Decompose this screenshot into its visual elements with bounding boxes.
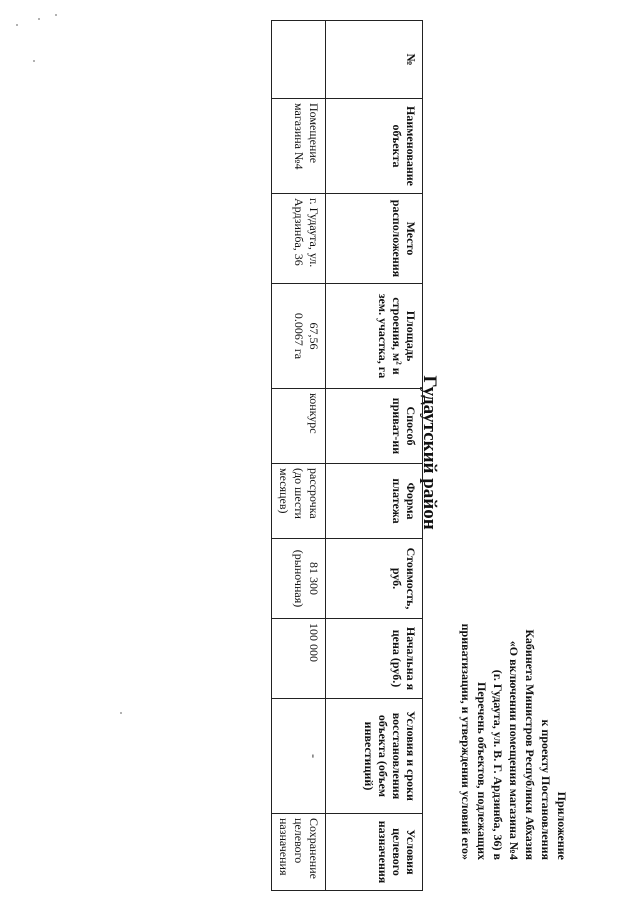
annex-block bbox=[458, 340, 570, 860]
cell-method: конкурс bbox=[272, 389, 326, 464]
cell-area-land: 0.0067 га bbox=[292, 312, 306, 360]
cell-area-building: 67,56 bbox=[307, 322, 321, 350]
header-purpose: Условия целевого назначения bbox=[326, 814, 423, 891]
cell-name: Помещение магазина №4 bbox=[272, 99, 326, 194]
cell-cost bbox=[272, 539, 326, 619]
table-header-row bbox=[326, 21, 423, 891]
header-num: № bbox=[326, 21, 423, 99]
cell-cost-note: (рыночная) bbox=[292, 549, 306, 608]
annex-line: «О включении помещения магазина №4 bbox=[507, 640, 521, 860]
header-price: Начальна я цена (руб.) bbox=[326, 619, 423, 699]
header-name: Наименование объекта bbox=[326, 99, 423, 194]
cell-purpose: Сохранение целевого назначения bbox=[272, 814, 326, 891]
header-location: Место расположения bbox=[326, 194, 423, 284]
cell-cost-value: 81 300 bbox=[307, 562, 321, 595]
annex-line: Перечень объектов, подлежащих bbox=[475, 681, 489, 860]
cell-location: г. Гудаута, ул. Ардзинба, 36 bbox=[272, 194, 326, 284]
cell-payment: рассрочка (до шести месяцев) bbox=[272, 464, 326, 539]
table-row bbox=[272, 21, 326, 891]
cell-area bbox=[272, 284, 326, 389]
annex-line: Приложение bbox=[555, 791, 569, 860]
cell-restoration: - bbox=[272, 699, 326, 814]
header-cost: Стоимость, руб. bbox=[326, 539, 423, 619]
header-area: Площадь строения, м² и зем. участка, га bbox=[326, 284, 423, 389]
cell-num bbox=[272, 21, 326, 99]
cell-price: 100 000 bbox=[272, 619, 326, 699]
header-restoration: Условия и сроки восстановления объекта (объем инвестиций) bbox=[326, 699, 423, 814]
annex-line: Кабинета Министров Республики Абхазия bbox=[523, 629, 537, 860]
header-method: Способ приват-ии bbox=[326, 389, 423, 464]
annex-line: приватизации, и утверждении условий его» bbox=[459, 623, 473, 860]
objects-table bbox=[271, 20, 423, 891]
annex-line: (г. Гудаута, ул. В. Г. Ардзинба, 36) в bbox=[491, 669, 505, 860]
header-payment: Форма платежа bbox=[326, 464, 423, 539]
annex-line: к проекту Постановления bbox=[539, 719, 553, 860]
district-heading: Гудаутский район bbox=[419, 375, 440, 530]
